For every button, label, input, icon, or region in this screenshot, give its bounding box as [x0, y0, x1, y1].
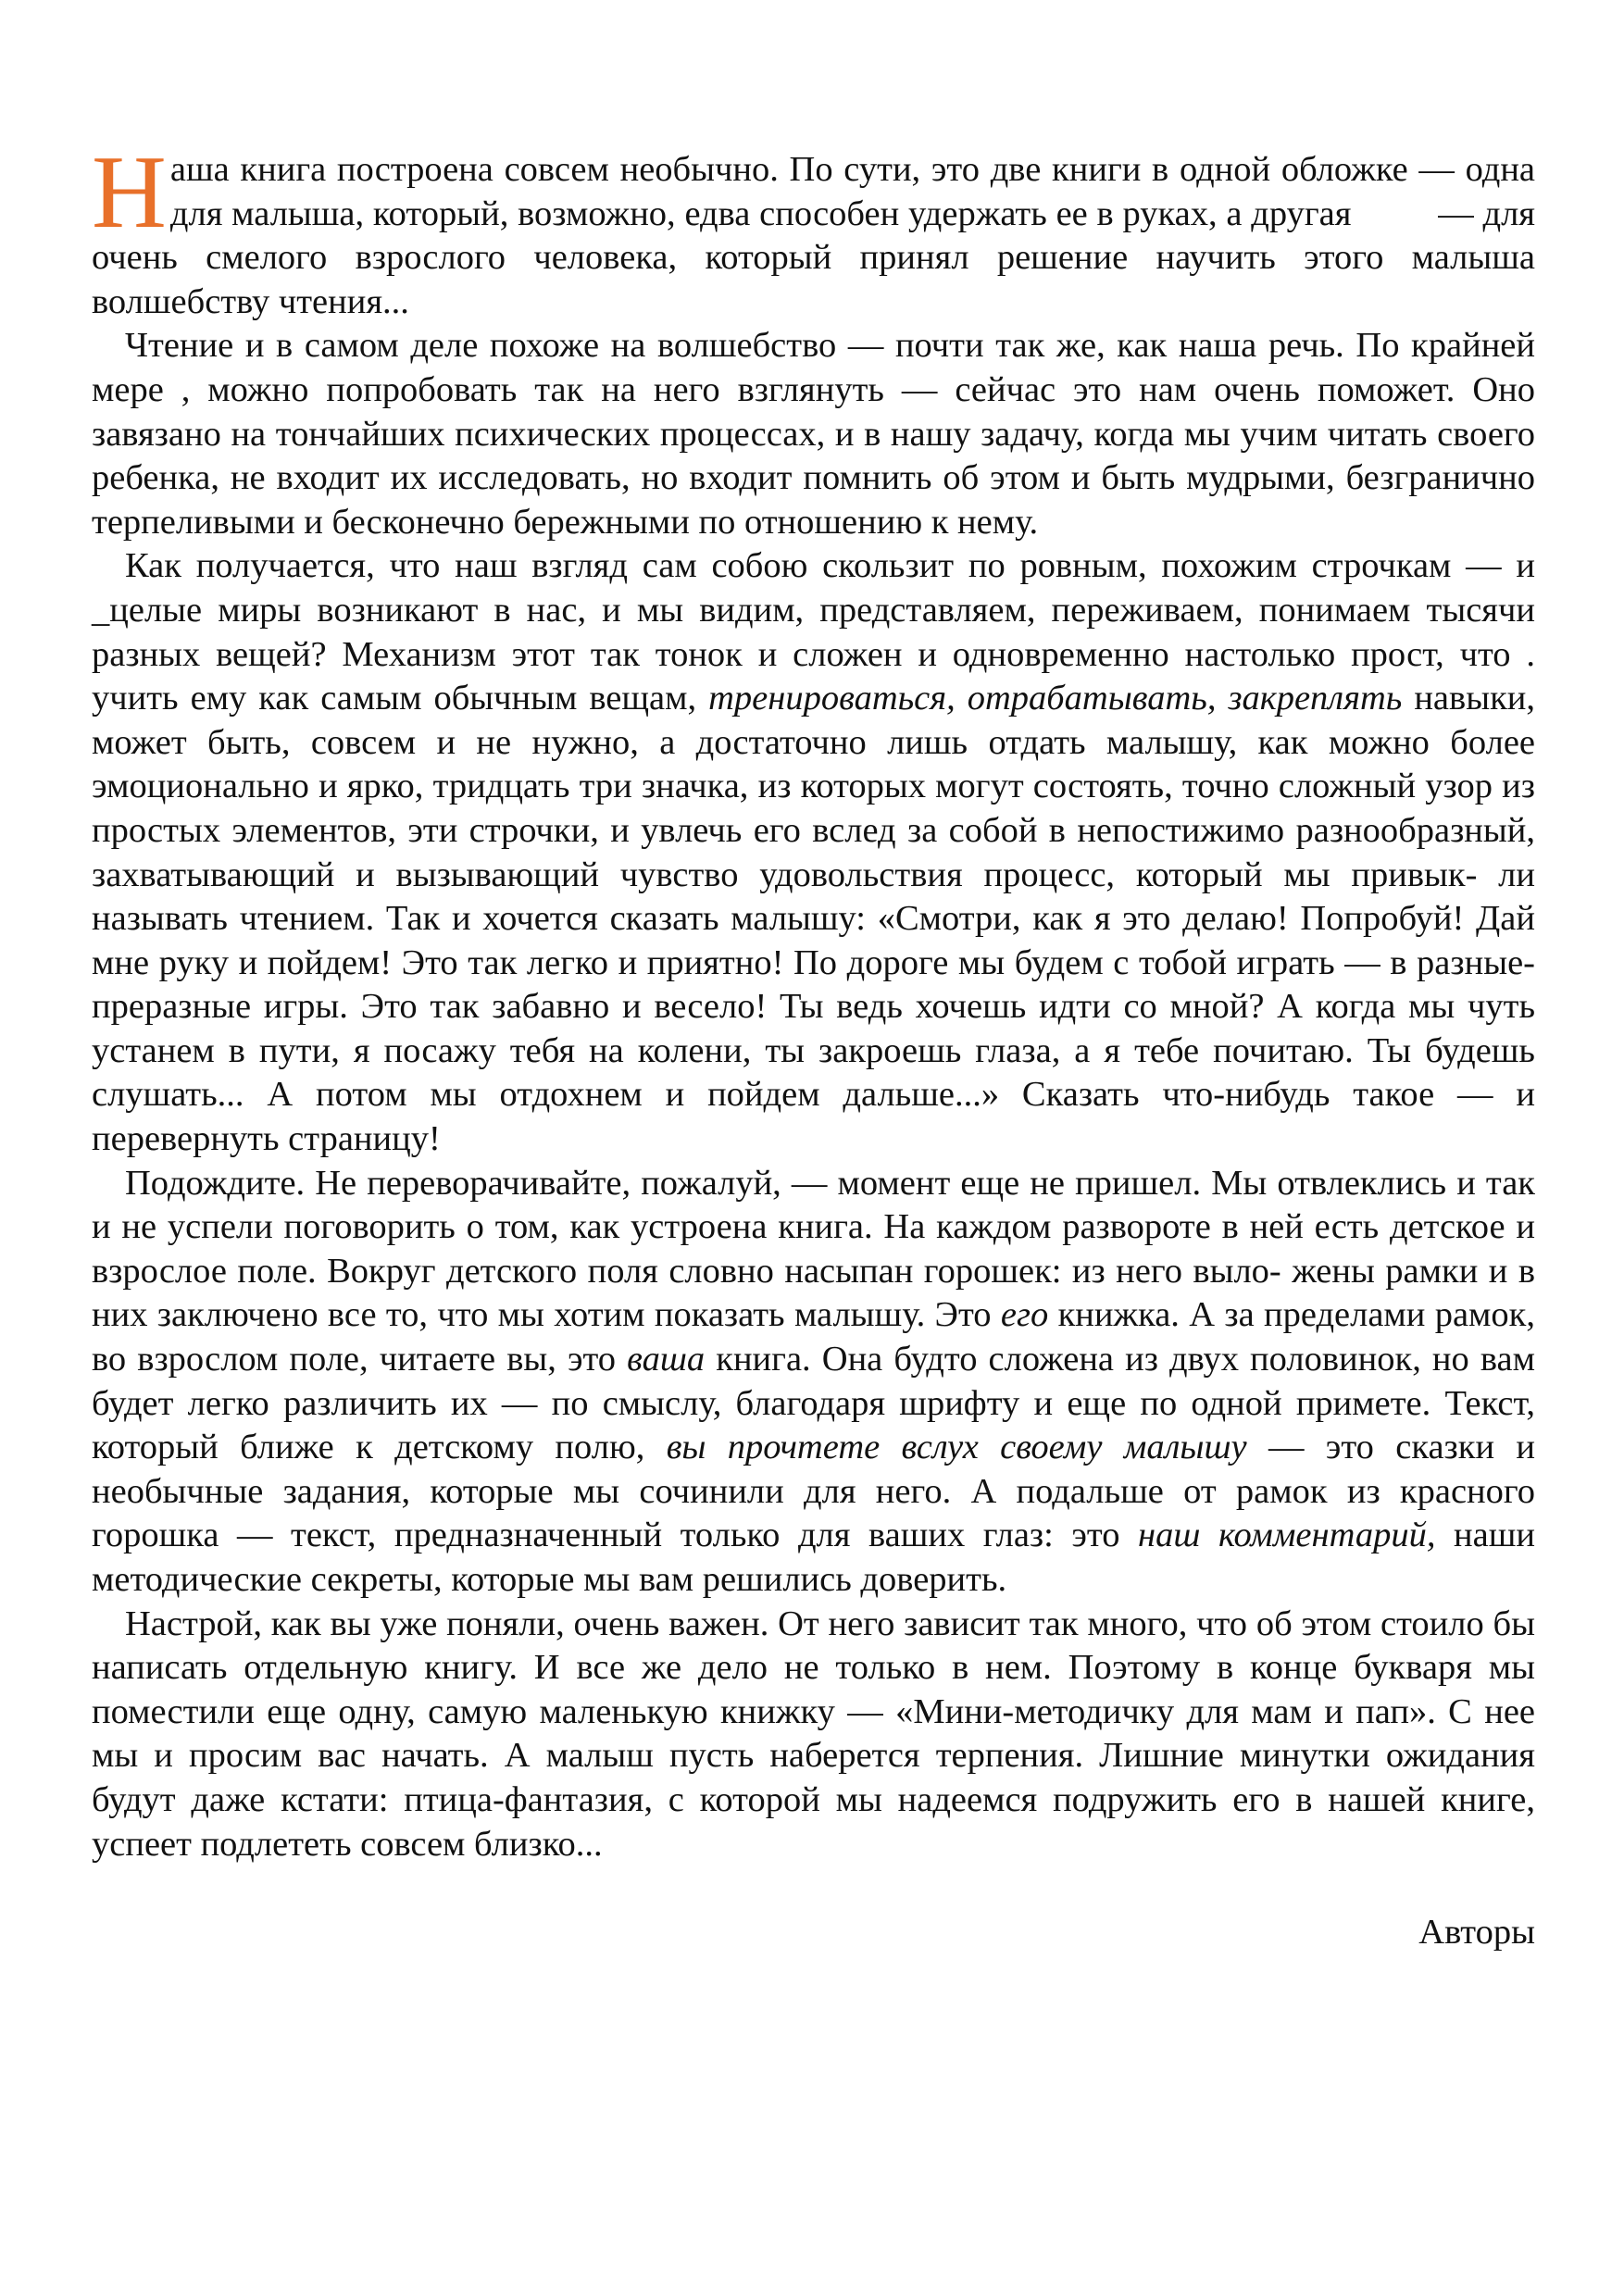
- paragraph-1: [92, 135, 1536, 324]
- paragraph-4: [92, 1162, 1535, 1603]
- p4-text-5: наши методические секреты, которые мы вам решились доверить.: [92, 1516, 1535, 1599]
- p1-line-3: — для очень смелого взрослого человека, который принял решение научить этого: [92, 193, 1536, 278]
- p4-text-1: Подождите. Не переворачивайте, пожалуй, — момент еще не пришел. Мы отвлеклись и так и не успели поговорить о том, как устроена книга. На каждом развороте в ней есть детское и взрослое поле. Вокруг детского поля словно насыпан горошек: из него выло- жены рамки и в них заключено все то, что мы хотим показать малышу. Это: [92, 1163, 1535, 1335]
- p4-italic-1: его: [1000, 1295, 1049, 1335]
- p3-text-1: Как получается, что наш взгляд сам собою скользит по ровным, похожим строчкам — и _целые миры возникают в нас, и мы видим, представляем, переживаем, понимаем тысячи разных вещей? Механизм этот так тонок и сложен и одновременно настолько прост, что . учить ему как самым обычным вещам,: [92, 546, 1535, 718]
- p3-text-2: навыки, может быть, совсем и не нужно, а достаточно лишь отдать малышу, как можно более эмоционально и ярко, тридцать три значка, из которых могут состоять, точно сложный узор из простых элементов, эти строчки, и увлечь его вслед за собой в непостижимо разнообразный, захватывающий и вызывающий чувство удовольствия процесс, который мы привык- ли называть чтением. Так и хочется сказать малышу: «Смотри, как я это делаю! Попробуй! Дай мне руку и пойдем! Это так легко и приятно! По дороге мы будем с тобой играть — в разные-преразные игры. Это так забавно и весело! Ты ведь хочешь идти со мной? А когда мы чуть устанем в пути, я посажу тебя на колени, ты закроешь глаза, а я тебе почитаю. Ты будешь слушать... А потом мы отдохнем и пойдем дальше...» Сказать что-нибудь такое — и перевернуть страницу!: [92, 679, 1535, 1159]
- drop-cap: Н: [92, 135, 167, 250]
- paragraph-2: Чтение и в самом деле похоже на волшебство — почти так же, как наша речь. По крайней мере , можно попробовать так на него взглянуть — сейчас это нам очень поможет. Оно завязано на тончайших психических процессах, и в нашу задачу, когда мы учим читать своего ребенка, не входит их исследовать, но входит помнить об этом и быть мудрыми, безгранично терпеливыми и бесконечно бережными по отношению к нему.: [92, 326, 1535, 542]
- signature: Авторы: [1418, 1913, 1535, 1953]
- p1-line-1: аша книга построена совсем необычно. По сути, это две книги в одной обложке —: [169, 150, 1455, 189]
- p4-text-2: книжка. А за пределами рамок, во взрослом поле, читаете вы, это: [92, 1295, 1536, 1379]
- paragraph-5: Настрой, как вы уже поняли, очень важен. От него зависит так много, что об этом стоило бы написать отдельную книгу. И все же дело не только в нем. Поэтому в конце букваря мы поместили еще одну, самую маленькую книжку — «Мини-методичку для мам и пап». С нее мы и просим вас начать. А малыш пусть наберется терпения. Лишние минутки ожидания будут даже кстати: птица-фантазия, с которой мы надеемся подружить его в нашей книге, успеет подлететь совсем близко...: [92, 1603, 1535, 1864]
- p3-italic-1: тренироваться, отрабатывать, закреплять: [708, 679, 1403, 718]
- p4-italic-2: ваша: [627, 1340, 706, 1379]
- paragraph-3: [92, 544, 1535, 1161]
- p1-line-2: одна для малыша, который, возможно, едва способен удержать ее в руках, а другая: [169, 150, 1536, 233]
- p4-text-3: книга. Она будто сложена из двух половинок, но вам будет легко различить их — по смыслу, благодаря шрифту и еще по одной примете. Текст, который ближе к детскому полю,: [92, 1340, 1535, 1467]
- p4-italic-4: наш комментарий,: [1138, 1516, 1436, 1555]
- p1-line-4: малыша волшебству чтения...: [92, 238, 1535, 321]
- document-page: [92, 135, 1536, 1955]
- p4-italic-3: вы прочтете вслух своему малышу: [666, 1428, 1247, 1467]
- p4-text-4: — это сказки и необычные задания, которые мы сочинили для него. А подальше от рамок из красного горошка — текст, предназначенный только для ваших глаз: это: [92, 1428, 1535, 1555]
